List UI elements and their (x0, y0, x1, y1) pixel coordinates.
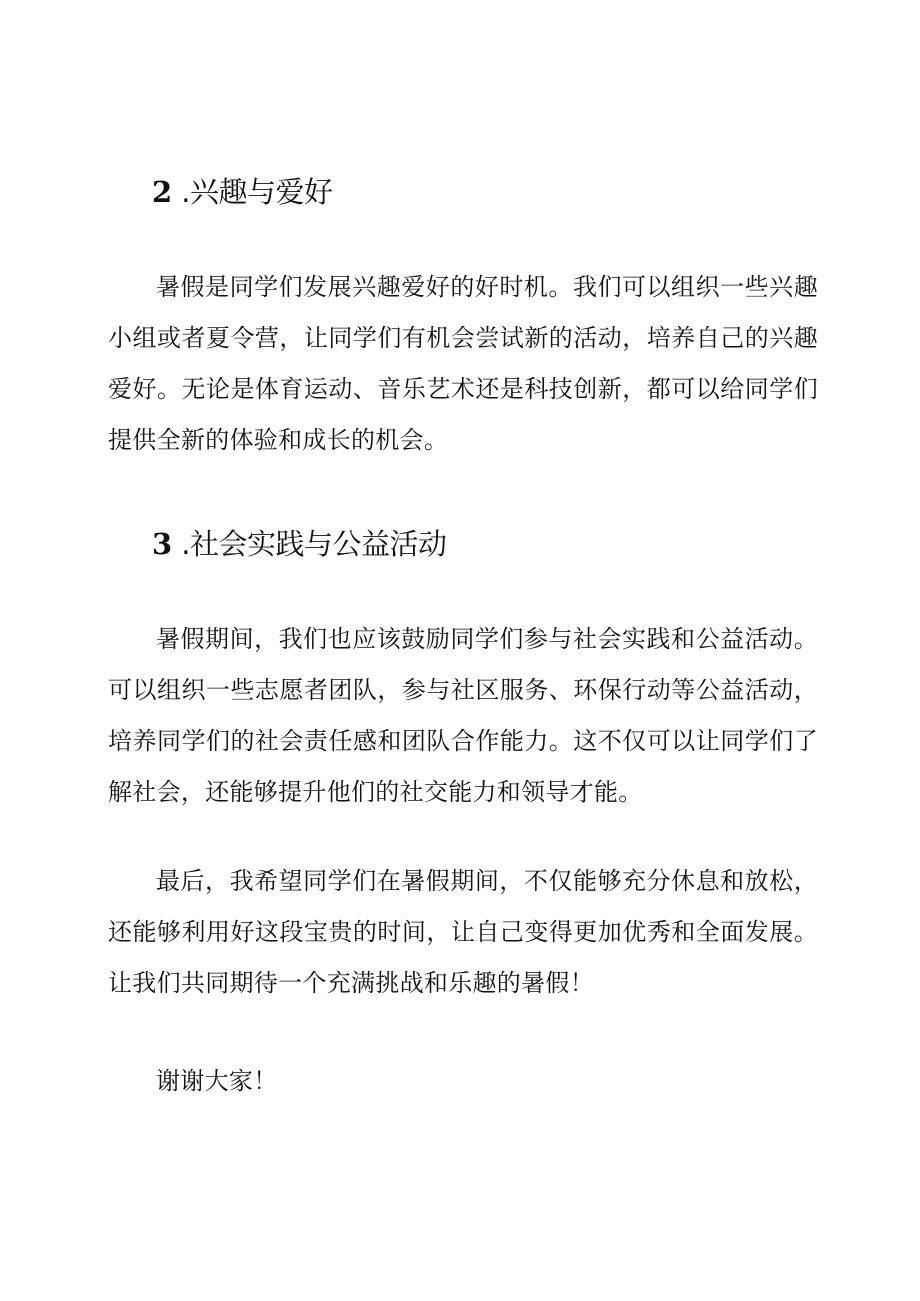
paragraph-interests: 暑假是同学们发展兴趣爱好的好时机。我们可以组织一些兴趣小组或者夏令营，让同学们有机会尝试新的活动，培养自己的兴趣爱好。无论是体育运动、音乐艺术还是科技创新，都可以给同学们提供全新的体验和成长的机会。 (108, 273, 818, 454)
paragraph-thanks: 谢谢大家！ (156, 1067, 278, 1095)
paragraph-closing: 最后，我希望同学们在暑假期间，不仅能够充分休息和放松，还能够利用好这段宝贵的时间，让自己变得更加优秀和全面发展。让我们共同期待一个充满挑战和乐趣的暑假！ (108, 867, 818, 997)
section-title: .社会实践与公益活动 (181, 527, 447, 561)
section-heading-social-practice (152, 524, 447, 564)
section-number: 2 (152, 175, 172, 209)
paragraph-social-practice: 暑假期间，我们也应该鼓励同学们参与社会实践和公益活动。可以组织一些志愿者团队，参与社区服务、环保行动等公益活动，培养同学们的社会责任感和团队合作能力。这不仅可以让同学们了解社会，还能够提升他们的社交能力和领导才能。 (108, 625, 818, 806)
section-heading-interests (152, 172, 333, 212)
section-title: .兴趣与爱好 (181, 175, 333, 209)
section-number: 3 (152, 527, 172, 561)
